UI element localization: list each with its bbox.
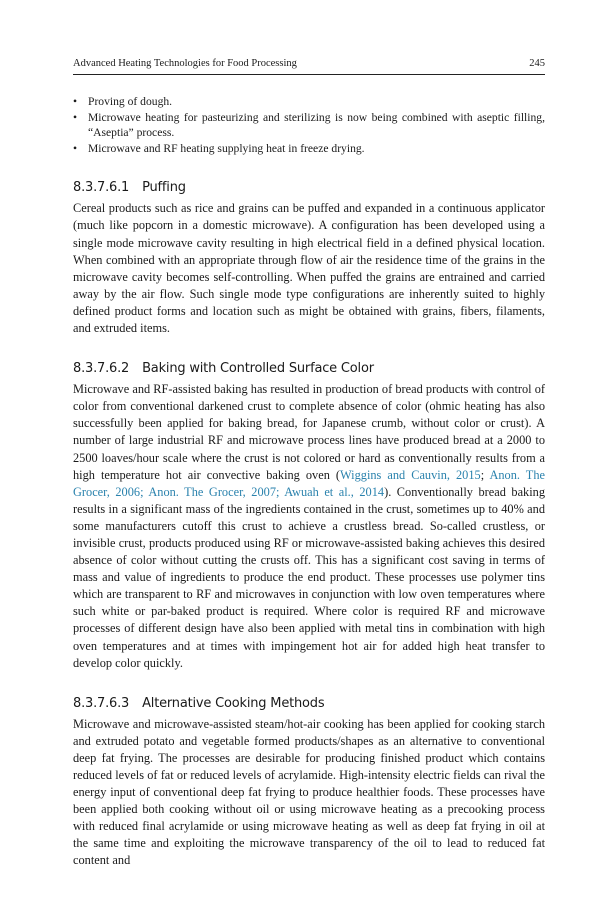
section-paragraph-baking: Microwave and RF-assisted baking has resulted in production of bread products with control of color from conventional darkened crust to complete absence of color (ohmic heating has also successfully been applied for baking bread, for Japanese crumb, without color or crust). A number of large industrial RF and microwave process lines have produced bread at a 2000 to 2500 loaves/hour scale where the crust is not colored or hard as conventionally results from a high temperature hot air convective baking oven (Wiggins and Cauvin, 2015; Anon. The Grocer, 2006; Anon. The Grocer, 2007; Awuah et al., 2014). Conventionally bread baking results in a significant mass of the ingredients contained in the crust, sometimes up to 40% and some manufacturers cutoff this crust to achieve a crustless bread. So-called crustless, or invisible crust, products produced using RF or microwave-assisted baking achieves this desired absence of color without cutting the crusts off. This has a significant cost saving in terms of mass and value of ingredients to produce the end product. These processes use polymer tins which are transparent to RF and microwaves in conjunction with low oven temperatures where such white or par-baked product is required. Where color is required RF and microwave processes of different design have also been applied with metal tins in combination with high oven temperatures and at times with impingement hot air for added high heat transfer to develop color quickly. xyxy=(73,382,545,670)
section-heading-baking xyxy=(73,361,545,376)
section-title: Alternative Cooking Methods xyxy=(142,695,325,711)
section-heading-alternative-cooking xyxy=(73,696,545,711)
page-number: 245 xyxy=(529,58,545,69)
bullet-item: • Microwave heating for pasteurizing and sterilizing is now being combined with aseptic filling, “Aseptia” process. xyxy=(73,110,545,140)
citation-link[interactable]: Anon. The Grocer, 2006; Anon. The Grocer, 2007; Awuah et al., 2014 xyxy=(73,467,545,499)
bullet-marker: • xyxy=(73,110,78,124)
book-page xyxy=(73,57,545,870)
citation-link[interactable]: Wiggins and Cauvin, 2015 xyxy=(340,467,481,482)
section-title: Baking with Controlled Surface Color xyxy=(142,361,374,377)
section-number: 8.3.7.6.2 xyxy=(73,361,130,377)
section-heading-puffing xyxy=(73,180,545,195)
bullet-item: • Microwave and RF heating supplying heat in freeze drying. xyxy=(73,141,365,155)
running-header-title: Advanced Heating Technologies for Food Processing xyxy=(73,58,297,69)
bullet-marker: • xyxy=(73,141,78,155)
section-paragraph-alternative-cooking: Microwave and microwave-assisted steam/hot-air cooking has been applied for cooking starch and extruded potato and vegetable formed products/shapes as an alternative to conventional deep fat frying. The processes are desirable for producing finished product which contains reduced levels of fat or reduced levels of acrylamide. High-intensity electric fields can rival the energy input of conventional deep fat frying to produce healthier foods. These processes have been applied both cooking without oil or using microwave heating as a precooking process with reduced final acrylamide or using microwave heating as well as deep fat frying in oil at the same time and exploiting the microwave transparency of the oil to lead to reduced fat content and xyxy=(73,716,545,868)
running-header xyxy=(73,57,545,75)
section-title: Puffing xyxy=(142,180,186,196)
bullet-item: • Proving of dough. xyxy=(73,95,173,108)
section-paragraph-puffing: Cereal products such as rice and grains can be puffed and expanded in a continuous applicator (much like popcorn in a domestic microwave). A configuration has been developed using a single mode microwave cavity resulting in high electrical field in a defined physical location. When combined with an appropriate through flow of air the residence time of the grains in the microwave cavity becomes self-controlling. When puffed the grains are entrained and carried away by the air flow. Such single mode type configurations are inherently suited to highly defined product forms and location such as might be obtained with grains, fibers, filaments, and extruded items. xyxy=(73,201,545,336)
bullet-list xyxy=(73,94,545,156)
bullet-marker: • xyxy=(73,95,78,108)
section-number: 8.3.7.6.1 xyxy=(73,180,130,196)
section-number: 8.3.7.6.3 xyxy=(73,695,130,711)
